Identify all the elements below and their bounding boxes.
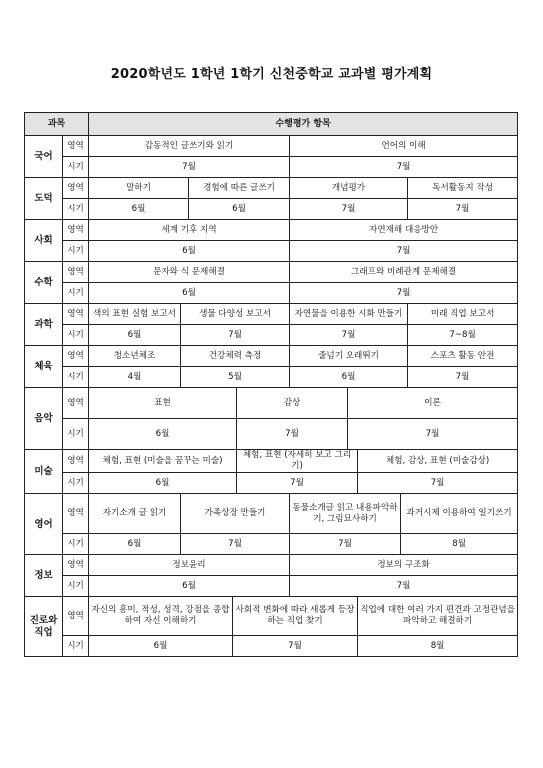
- english-time-3: 7월: [290, 534, 401, 555]
- art-item-1: 체험, 표현 (미술을 꿈꾸는 미술): [89, 450, 237, 473]
- area-label: 영역: [63, 178, 89, 199]
- subject-korean: 국어: [25, 136, 63, 178]
- subject-art: 미술: [25, 450, 63, 494]
- pe-time-4: 7월: [408, 367, 518, 388]
- math-area-row: [25, 262, 518, 283]
- career-item-2: 사회적 변화에 따라 새롭게 등장하는 직업 찾기: [233, 597, 358, 636]
- area-label: 영역: [63, 450, 89, 473]
- english-item-2: 가족상장 만들기: [181, 494, 290, 534]
- science-time-row: [25, 325, 518, 346]
- subject-social: 사회: [25, 220, 63, 262]
- music-time-3: 7월: [348, 419, 518, 450]
- header-subject: 과목: [25, 113, 89, 136]
- time-label: 시기: [63, 534, 89, 555]
- music-time-1: 6월: [89, 419, 237, 450]
- english-area-row: [25, 494, 518, 534]
- music-time-row: [25, 419, 518, 450]
- korean-area-row: [25, 136, 518, 157]
- area-label: 영역: [63, 388, 89, 419]
- ethics-time-row: [25, 199, 518, 220]
- art-time-2: 7월: [237, 473, 358, 494]
- info-area-row: [25, 555, 518, 576]
- ethics-time-4: 7월: [408, 199, 518, 220]
- ethics-item-3: 개념평가: [290, 178, 408, 199]
- social-item-1: 세계 기후 지역: [89, 220, 290, 241]
- ethics-item-2: 경험에 따른 글쓰기: [189, 178, 290, 199]
- page-title: 2020학년도 1학년 1학기 신천중학교 교과별 평가계획: [110, 67, 433, 82]
- info-item-2: 정보의 구조화: [290, 555, 518, 576]
- career-item-3: 직업에 대한 여러 가지 편견과 고정관념을 파악하고 해결하기: [358, 597, 518, 636]
- time-label: 시기: [63, 367, 89, 388]
- info-item-1: 정보윤리: [89, 555, 290, 576]
- social-item-2: 자연재해 대응방안: [290, 220, 518, 241]
- area-label: 영역: [63, 597, 89, 636]
- pe-time-row: [25, 367, 518, 388]
- career-time-2: 7월: [233, 636, 358, 657]
- art-item-2: 체험, 표현 (자세히 보고 그리기): [237, 450, 358, 473]
- social-time-2: 7월: [290, 241, 518, 262]
- header-assessment: 수행평가 항목: [89, 113, 518, 136]
- music-area-row: [25, 388, 518, 419]
- career-item-1: 자신의 흥미, 적성, 성격, 강점을 종합하여 자신 이해하기: [89, 597, 233, 636]
- korean-time-row: [25, 157, 518, 178]
- math-item-2: 그래프와 비례관계 문제해결: [290, 262, 518, 283]
- time-label: 시기: [63, 241, 89, 262]
- science-area-row: [25, 304, 518, 325]
- table-header-row: [25, 113, 518, 136]
- science-item-4: 미래 직업 보고서: [408, 304, 518, 325]
- ethics-time-1: 6월: [89, 199, 189, 220]
- info-time-2: 7월: [290, 576, 518, 597]
- math-time-row: [25, 283, 518, 304]
- science-item-1: 색의 표현 실험 보고서: [89, 304, 181, 325]
- time-label: 시기: [63, 473, 89, 494]
- social-time-row: [25, 241, 518, 262]
- pe-item-2: 건강체력 측정: [181, 346, 290, 367]
- english-item-1: 자기소개 글 읽기: [89, 494, 181, 534]
- subject-science: 과학: [25, 304, 63, 346]
- career-time-row: [25, 636, 518, 657]
- pe-time-3: 6월: [290, 367, 408, 388]
- social-time-1: 6월: [89, 241, 290, 262]
- music-item-3: 이론: [348, 388, 518, 419]
- art-time-row: [25, 473, 518, 494]
- art-item-3: 체험, 감상, 표현 (미술감상): [358, 450, 518, 473]
- subject-career: 진로와 직업: [25, 597, 63, 657]
- career-time-1: 6월: [89, 636, 233, 657]
- art-time-1: 6월: [89, 473, 237, 494]
- area-label: 영역: [63, 494, 89, 534]
- korean-item-1: 감동적인 글쓰기와 읽기: [89, 136, 290, 157]
- area-label: 영역: [63, 262, 89, 283]
- music-item-2: 감상: [237, 388, 348, 419]
- korean-time-2: 7월: [290, 157, 518, 178]
- ethics-item-1: 말하기: [89, 178, 189, 199]
- math-item-1: 문자와 식 문제해결: [89, 262, 290, 283]
- assessment-plan-table: [24, 112, 518, 657]
- career-area-row: [25, 597, 518, 636]
- time-label: 시기: [63, 157, 89, 178]
- science-item-3: 자연물을 이용한 시화 만들기: [290, 304, 408, 325]
- english-item-4: 과거시제 이용하여 일기쓰기: [401, 494, 518, 534]
- area-label: 영역: [63, 136, 89, 157]
- time-label: 시기: [63, 576, 89, 597]
- pe-area-row: [25, 346, 518, 367]
- subject-ethics: 도덕: [25, 178, 63, 220]
- english-time-2: 7월: [181, 534, 290, 555]
- english-item-3: 동물소개글 읽고 내용파악하기, 그림묘사하기: [290, 494, 401, 534]
- area-label: 영역: [63, 346, 89, 367]
- science-time-3: 7월: [290, 325, 408, 346]
- math-time-1: 6월: [89, 283, 290, 304]
- time-label: 시기: [63, 283, 89, 304]
- english-time-1: 6월: [89, 534, 181, 555]
- subject-english: 영어: [25, 494, 63, 555]
- time-label: 시기: [63, 199, 89, 220]
- science-time-4: 7~8월: [408, 325, 518, 346]
- career-time-3: 8월: [358, 636, 518, 657]
- info-time-1: 6월: [89, 576, 290, 597]
- pe-item-4: 스포츠 활동 안전: [408, 346, 518, 367]
- science-time-2: 7월: [181, 325, 290, 346]
- korean-time-1: 7월: [89, 157, 290, 178]
- time-label: 시기: [63, 419, 89, 450]
- pe-item-1: 청소년체조: [89, 346, 181, 367]
- subject-music: 음악: [25, 388, 63, 450]
- pe-time-1: 4월: [89, 367, 181, 388]
- music-time-2: 7월: [237, 419, 348, 450]
- korean-item-2: 언어의 이해: [290, 136, 518, 157]
- subject-info: 정보: [25, 555, 63, 597]
- info-time-row: [25, 576, 518, 597]
- area-label: 영역: [63, 304, 89, 325]
- english-time-row: [25, 534, 518, 555]
- science-time-1: 6월: [89, 325, 181, 346]
- time-label: 시기: [63, 636, 89, 657]
- social-area-row: [25, 220, 518, 241]
- area-label: 영역: [63, 555, 89, 576]
- pe-time-2: 5월: [181, 367, 290, 388]
- pe-item-3: 줄넘기 오래뛰기: [290, 346, 408, 367]
- science-item-2: 생물 다양성 보고서: [181, 304, 290, 325]
- subject-pe: 체육: [25, 346, 63, 388]
- ethics-item-4: 독서활동지 작성: [408, 178, 518, 199]
- area-label: 영역: [63, 220, 89, 241]
- music-item-1: 표현: [89, 388, 237, 419]
- subject-math: 수학: [25, 262, 63, 304]
- english-time-4: 8월: [401, 534, 518, 555]
- ethics-time-3: 7월: [290, 199, 408, 220]
- math-time-2: 7월: [290, 283, 518, 304]
- art-time-3: 7월: [358, 473, 518, 494]
- ethics-area-row: [25, 178, 518, 199]
- time-label: 시기: [63, 325, 89, 346]
- ethics-time-2: 6월: [189, 199, 290, 220]
- art-area-row: [25, 450, 518, 473]
